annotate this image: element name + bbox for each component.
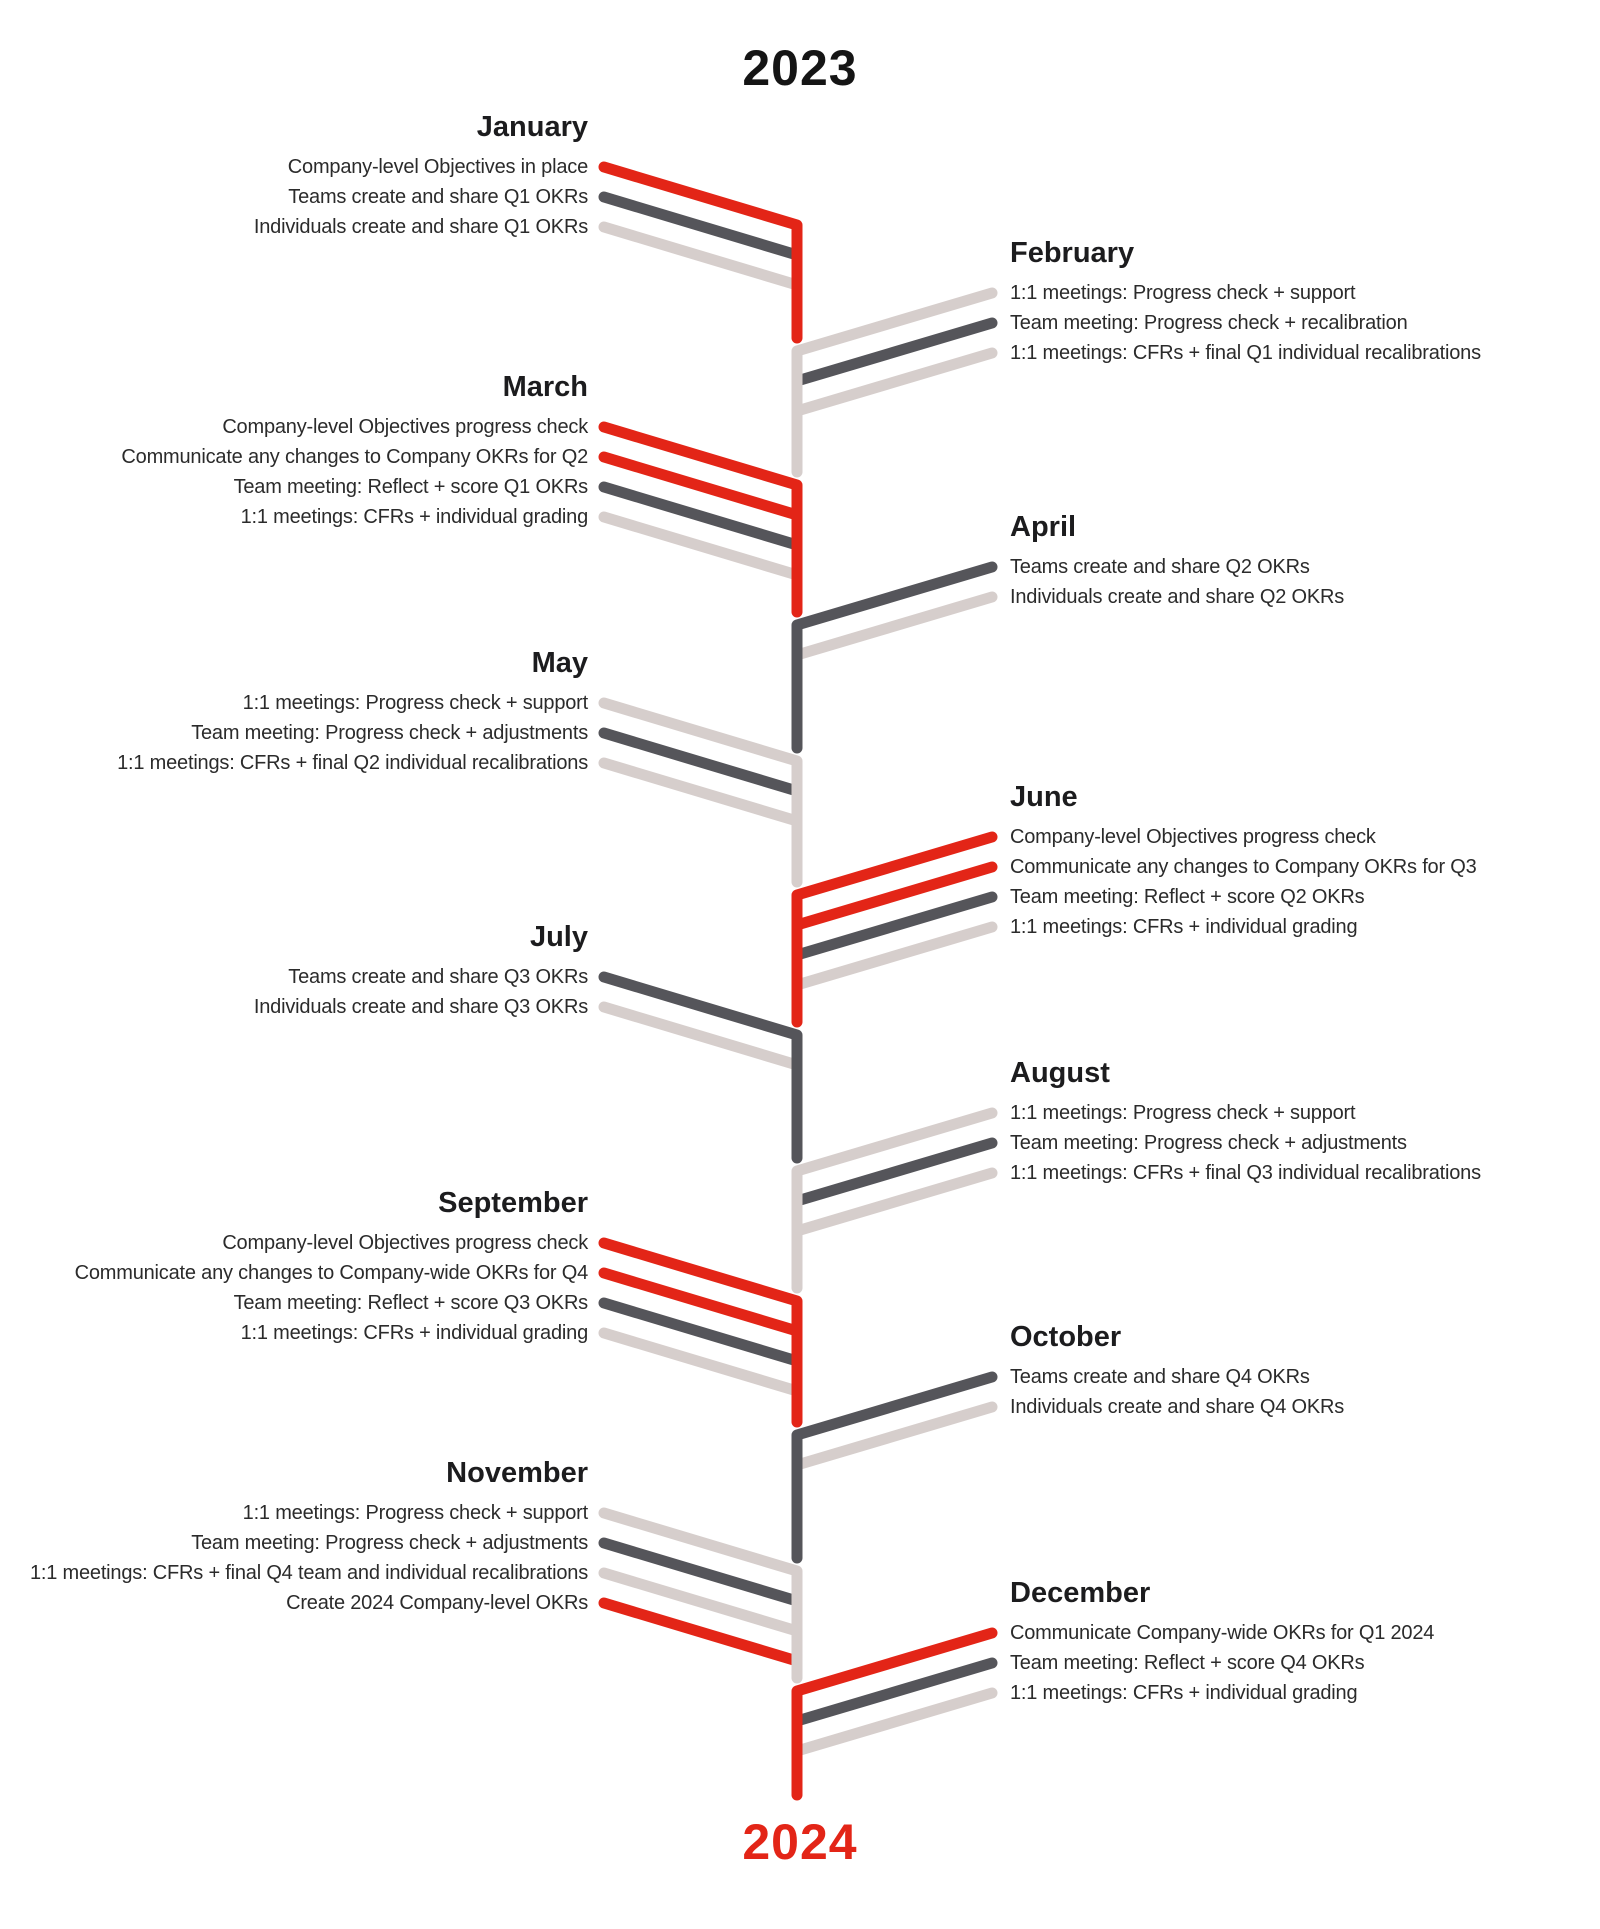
connector-line	[604, 517, 797, 575]
timeline-item-label: 1:1 meetings: CFRs + final Q3 individual recalibrations	[1010, 1162, 1481, 1184]
timeline-item-label: Individuals create and share Q3 OKRs	[253, 996, 588, 1018]
month-title-august: August	[1010, 1057, 1110, 1089]
month-title-january: January	[476, 111, 588, 143]
timeline-item-label: Team meeting: Reflect + score Q4 OKRs	[1010, 1652, 1365, 1674]
month-title-june: June	[1010, 781, 1078, 813]
connector-line	[797, 927, 992, 985]
timeline-item-label: 1:1 meetings: Progress check + support	[1010, 1102, 1356, 1124]
timeline-item-label: Teams create and share Q1 OKRs	[288, 186, 588, 208]
timeline-item-label: 1:1 meetings: CFRs + individual grading	[240, 1322, 588, 1344]
connector-line	[604, 197, 797, 255]
connector-line	[604, 1303, 797, 1361]
connector-line	[604, 1573, 797, 1631]
timeline-item-label: Team meeting: Reflect + score Q2 OKRs	[1010, 886, 1365, 908]
timeline-item-label: Communicate Company-wide OKRs for Q1 2024	[1010, 1622, 1435, 1644]
connector-line	[604, 457, 797, 515]
timeline-item-label: Company-level Objectives progress check	[1010, 826, 1376, 848]
timeline-item-label: Communicate any changes to Company OKRs for Q2	[121, 446, 588, 468]
connector-line	[604, 733, 797, 791]
connector-line	[604, 487, 797, 545]
spine-segment	[797, 1377, 992, 1558]
timeline-item-label: Create 2024 Company-level OKRs	[286, 1592, 588, 1614]
timeline-item-label: Communicate any changes to Company-wide OKRs for Q4	[74, 1262, 588, 1284]
connector-line	[797, 323, 992, 381]
timeline-item-label: Company-level Objectives in place	[287, 156, 588, 178]
timeline-item-label: Team meeting: Progress check + recalibration	[1010, 312, 1408, 334]
connector-line	[797, 1407, 992, 1465]
connector-line	[797, 1173, 992, 1231]
timeline-item-label: 1:1 meetings: CFRs + final Q1 individual recalibrations	[1010, 342, 1481, 364]
timeline-item-label: Teams create and share Q4 OKRs	[1010, 1366, 1310, 1388]
connector-line	[604, 1333, 797, 1391]
connector-line	[797, 867, 992, 925]
connector-line	[604, 1543, 797, 1601]
month-title-february: February	[1010, 237, 1135, 269]
timeline-item-label: Company-level Objectives progress check	[222, 1232, 588, 1254]
month-title-december: December	[1010, 1577, 1151, 1609]
timeline-item-label: 1:1 meetings: CFRs + final Q2 individual recalibrations	[117, 752, 588, 774]
timeline-item-label: Teams create and share Q2 OKRs	[1010, 556, 1310, 578]
connector-line	[604, 1007, 797, 1065]
timeline-item-label: Communicate any changes to Company OKRs for Q3	[1010, 856, 1477, 878]
month-title-july: July	[529, 921, 588, 953]
timeline-item-label: 1:1 meetings: Progress check + support	[1010, 282, 1356, 304]
connector-line	[604, 763, 797, 821]
spine-segment	[604, 977, 797, 1158]
connector-line	[604, 227, 797, 285]
connector-line	[604, 1273, 797, 1331]
timeline-item-label: 1:1 meetings: CFRs + individual grading	[1010, 916, 1358, 938]
connector-line	[797, 597, 992, 655]
timeline-item-label: Teams create and share Q3 OKRs	[288, 966, 588, 988]
month-title-october: October	[1010, 1321, 1122, 1353]
connector-line	[604, 1603, 797, 1661]
timeline-item-label: Team meeting: Reflect + score Q3 OKRs	[233, 1292, 588, 1314]
connector-line	[797, 353, 992, 411]
timeline-item-label: Individuals create and share Q4 OKRs	[1010, 1396, 1345, 1418]
timeline-item-label: 1:1 meetings: CFRs + individual grading	[240, 506, 588, 528]
month-title-may: May	[531, 647, 588, 679]
connector-line	[797, 1663, 992, 1721]
spine-segment	[797, 567, 992, 748]
timeline-item-label: Team meeting: Progress check + adjustments	[191, 1532, 588, 1554]
month-title-march: March	[502, 371, 588, 403]
timeline-item-label: 1:1 meetings: Progress check + support	[242, 1502, 588, 1524]
timeline-item-label: Individuals create and share Q2 OKRs	[1010, 586, 1345, 608]
connector-line	[797, 1693, 992, 1751]
month-title-april: April	[1010, 511, 1077, 543]
timeline-item-label: 1:1 meetings: CFRs + individual grading	[1010, 1682, 1358, 1704]
year-2024-label: 2024	[742, 1814, 858, 1870]
connector-line	[797, 897, 992, 955]
timeline-item-label: Company-level Objectives progress check	[222, 416, 588, 438]
timeline-item-label: 1:1 meetings: CFRs + final Q4 team and individual recalibrations	[29, 1562, 588, 1584]
timeline-item-label: Individuals create and share Q1 OKRs	[253, 216, 588, 238]
connector-line	[797, 1143, 992, 1201]
month-title-november: November	[446, 1457, 588, 1489]
month-title-september: September	[438, 1187, 588, 1219]
timeline-item-label: Team meeting: Progress check + adjustments	[1010, 1132, 1407, 1154]
timeline-item-label: Team meeting: Reflect + score Q1 OKRs	[233, 476, 588, 498]
year-2023-label: 2023	[742, 40, 858, 96]
timeline-item-label: Team meeting: Progress check + adjustments	[191, 722, 588, 744]
timeline-item-label: 1:1 meetings: Progress check + support	[242, 692, 588, 714]
